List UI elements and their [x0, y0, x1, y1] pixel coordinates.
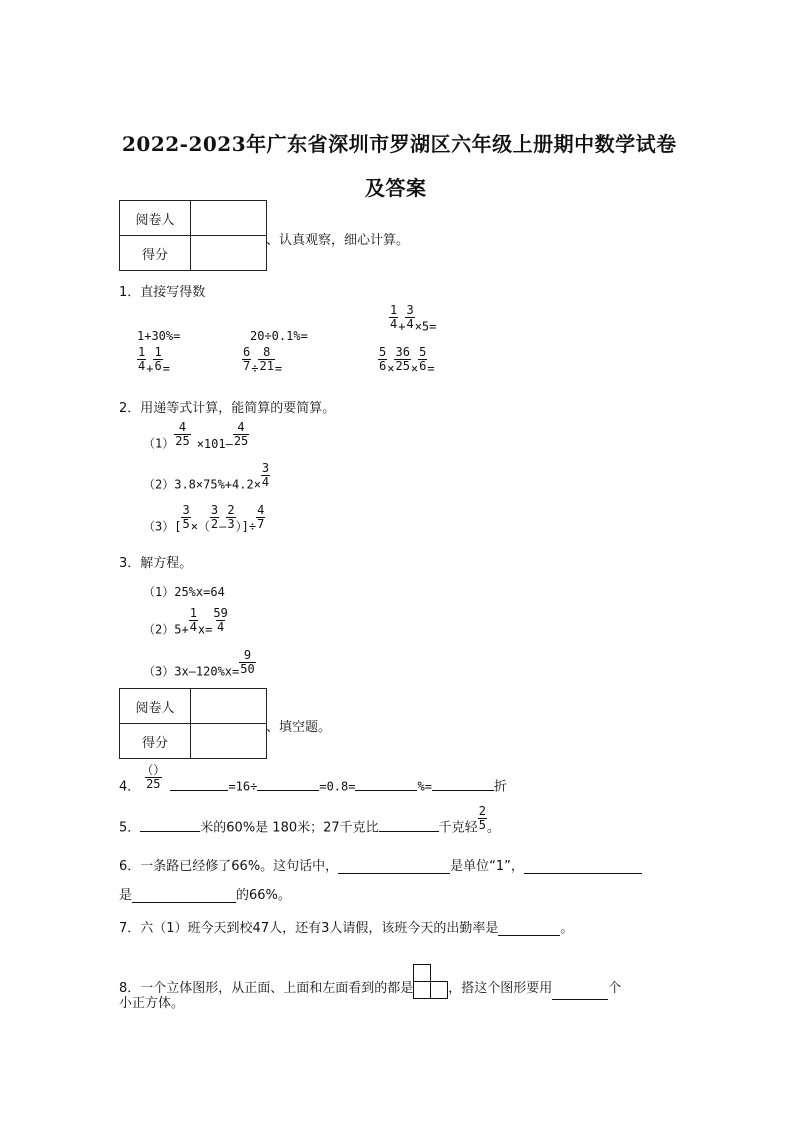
page-title-line2: 及答案: [365, 176, 427, 200]
reviewer-label: 阅卷人: [120, 201, 191, 236]
q8: 8．一个立体图形，从正面、上面和左面看到的都是 ，搭这个图形要用 个: [119, 964, 621, 1000]
score-label: 得分: [120, 236, 191, 271]
q6-blank-3[interactable]: [132, 890, 236, 903]
q5-blank-1[interactable]: [140, 819, 200, 832]
q4-blank-4[interactable]: [432, 778, 494, 791]
q2-title: 2．用递等式计算，能简算的要简算。: [119, 401, 336, 416]
score-cell[interactable]: [191, 236, 267, 271]
q1-item-e: $\frac{6}{7}$ ÷ $\frac{8}{21}$ =: [243, 345, 283, 376]
q3-part-3: （3）3x–120%x= $\frac{9}{50}$: [143, 648, 255, 679]
q2-part-3: （3）[ $\frac{3}{5}$ ×（ $\frac{3}{2}$ – $\frac{2}{3}$ ）]÷ $\frac{4}{7}$: [143, 503, 265, 534]
score-label: 得分: [120, 724, 191, 759]
reviewer-cell[interactable]: [191, 201, 267, 236]
q1-item-b: 20÷0.1%=: [250, 329, 308, 343]
q8-line2: 小正方体。: [119, 996, 185, 1011]
q5: 5． 米的60%是 180米；27千克比 千克轻 $\frac{2}{5}$ 。: [119, 804, 500, 836]
q8-blank[interactable]: [552, 987, 608, 1000]
q2-part-1: （1） $\frac{4}{25}$ ×101– $\frac{4}{25}$: [143, 420, 249, 451]
q7: 7．六（1）班今天到校47人，还有3人请假，该班今天的出勤率是 。: [119, 921, 574, 936]
q1-title: 1．直接写得数: [119, 285, 206, 300]
q6: 6．一条路已经修了66%。这句话中， 是单位“1”，: [119, 855, 642, 874]
q5-blank-2[interactable]: [379, 819, 439, 832]
q3-part-2: （2）5+ $\frac{1}{4}$ x= $\frac{59}{4}$: [143, 606, 228, 637]
q4-blank-1[interactable]: [170, 778, 228, 791]
q2-part-2: （2）3.8×75%+4.2× $\frac{3}{4}$: [143, 461, 270, 492]
section-one-heading: 、认真观察，细心计算。: [266, 233, 410, 248]
q1-item-f: $\frac{5}{6}$ × $\frac{36}{25}$ × $\frac{5}{6}$ =: [379, 345, 435, 376]
q3-title: 3．解方程。: [119, 556, 193, 571]
q1-item-c: $\frac{1}{4}$ + $\frac{3}{4}$ ×5=: [390, 303, 437, 334]
grader-table-1: [119, 200, 267, 271]
q4-blank-3[interactable]: [355, 778, 417, 791]
q1-item-a: 1+30%=: [137, 329, 181, 343]
q6-line2: 是 的66%。: [119, 888, 291, 903]
reviewer-cell[interactable]: [191, 689, 267, 724]
q4-blank-2[interactable]: [257, 778, 319, 791]
q6-blank-1[interactable]: [338, 861, 450, 874]
q3-part-1: （1）25%x=64: [143, 585, 225, 599]
cube-view-figure: [413, 964, 448, 1000]
score-cell[interactable]: [191, 724, 267, 759]
page-title: 2022-2023年广东省深圳市罗湖区六年级上册期中数学试卷: [122, 132, 677, 156]
reviewer-label: 阅卷人: [120, 689, 191, 724]
section-two-heading: 、填空题。: [266, 720, 332, 735]
q1-item-d: $\frac{1}{4}$ + $\frac{1}{6}$ =: [138, 345, 170, 376]
grader-table-2: [119, 688, 267, 759]
q7-blank[interactable]: [498, 923, 560, 936]
q6-blank-2[interactable]: [524, 861, 642, 874]
q4: 4． $\frac{()}{25}$ =16÷ =0.8= %= 折: [119, 763, 507, 795]
